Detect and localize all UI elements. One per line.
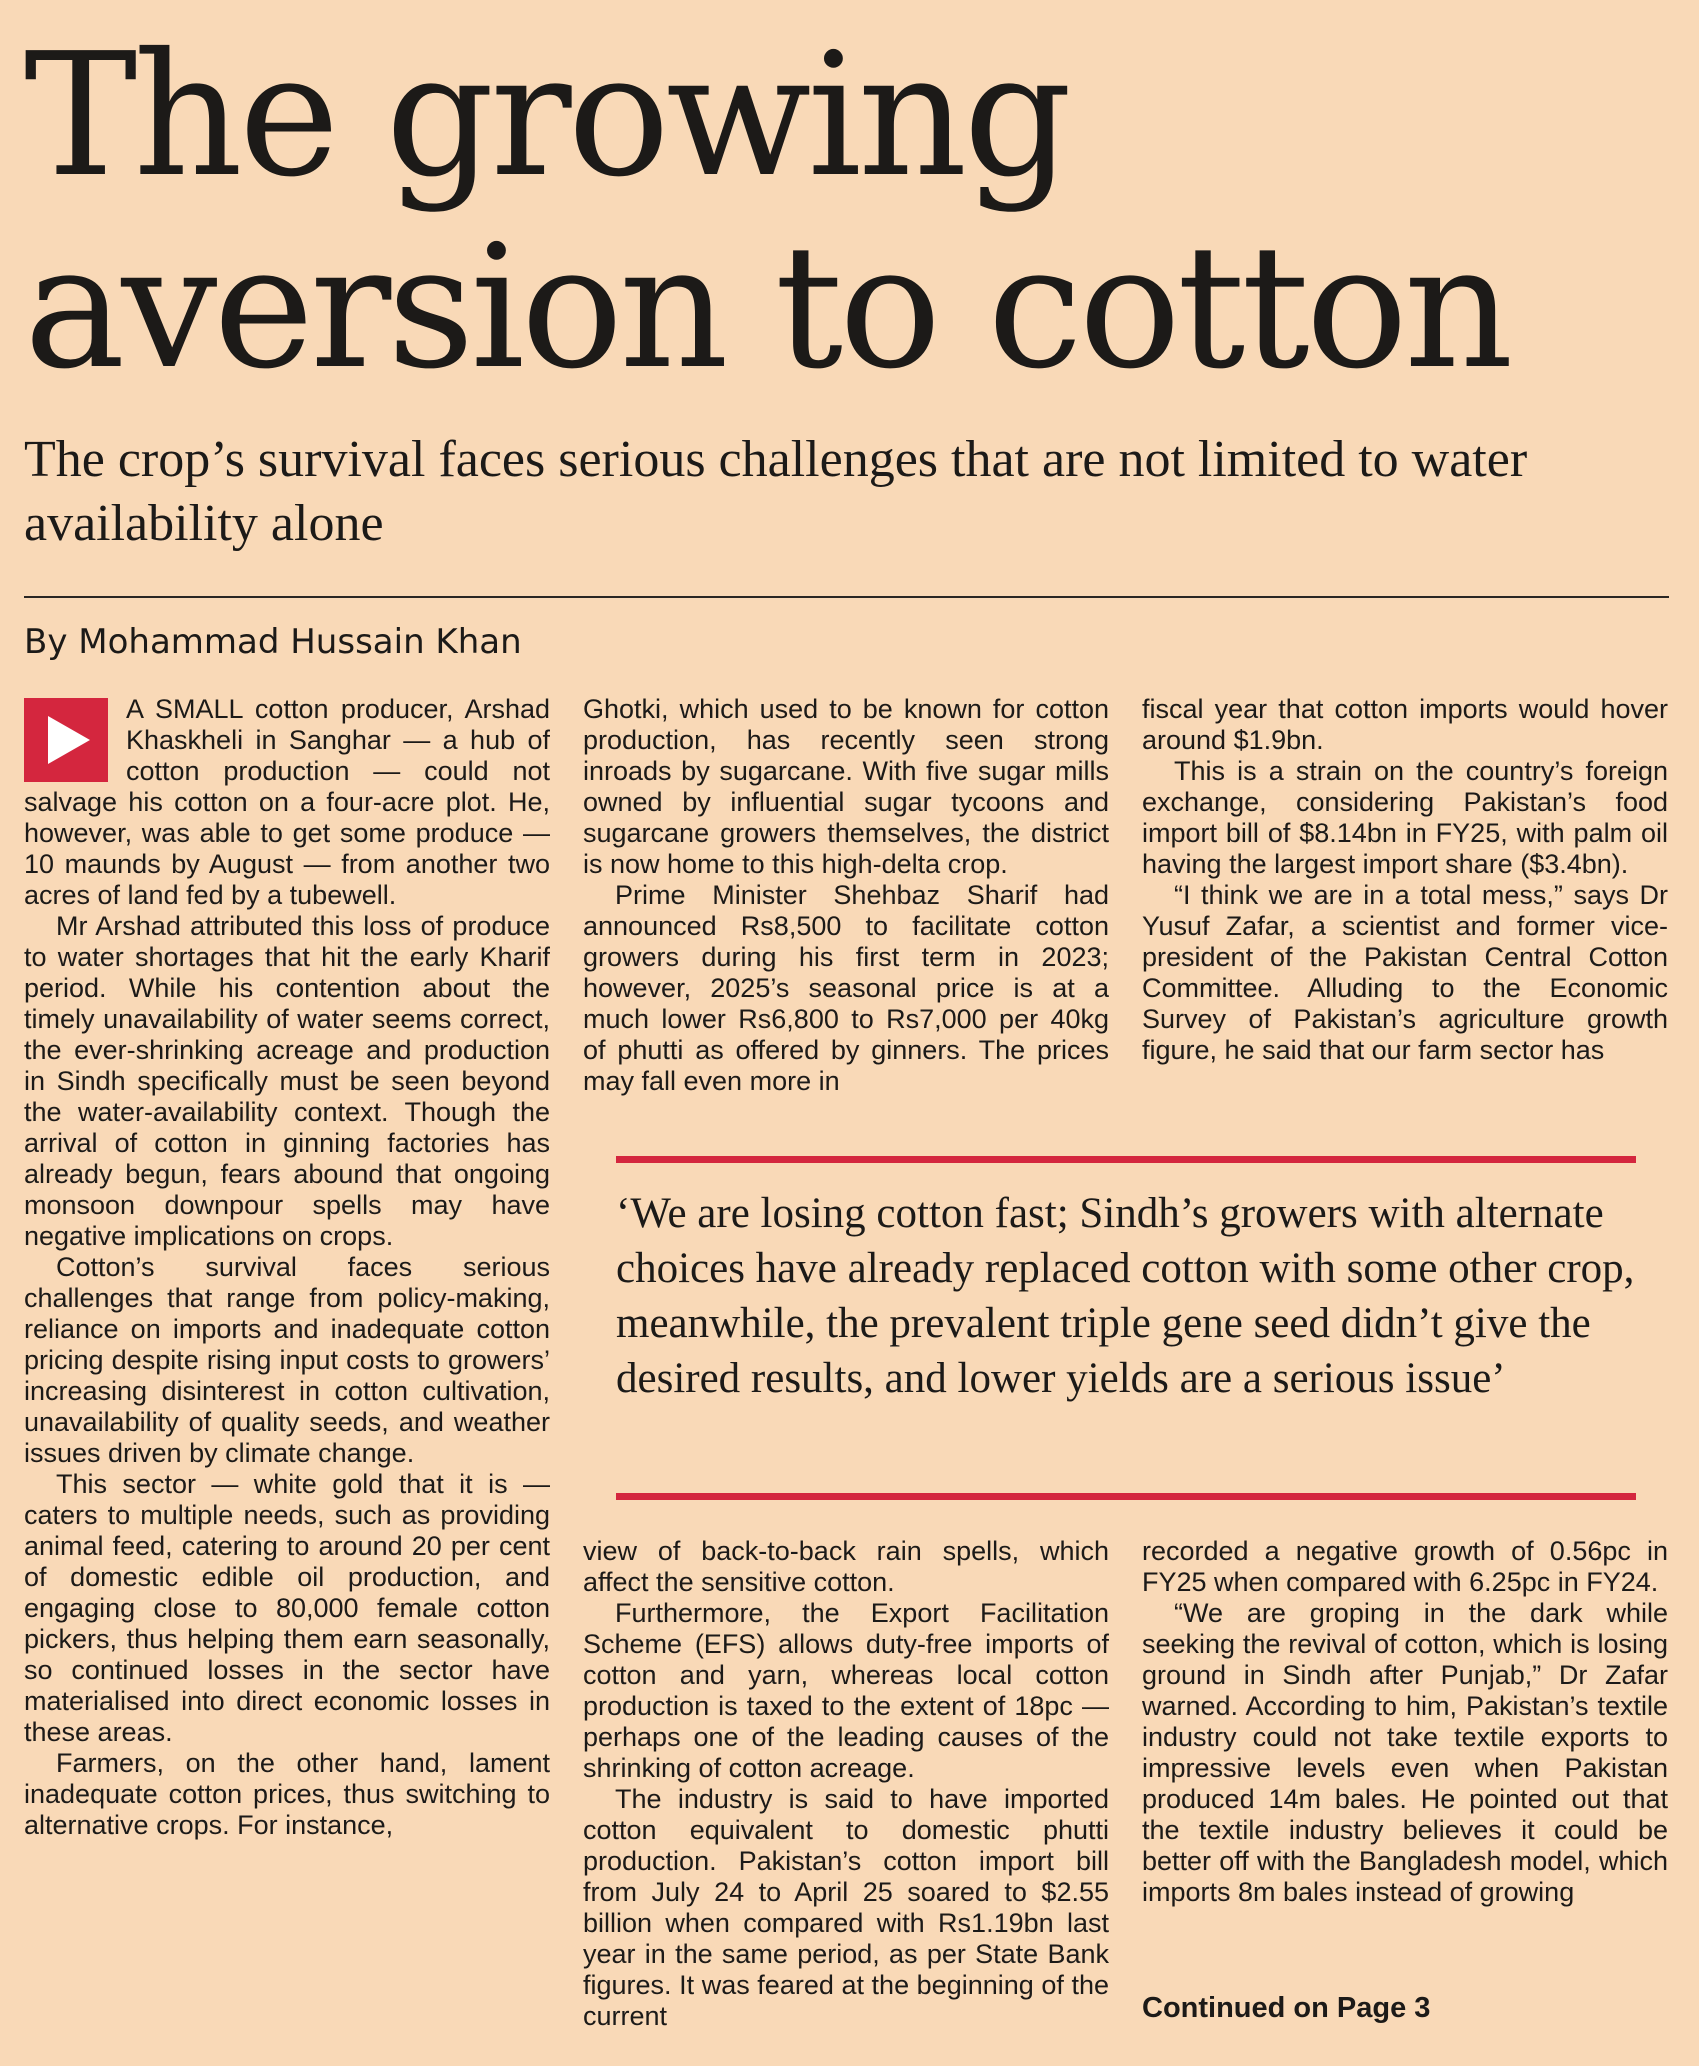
headline <box>24 17 1674 407</box>
article-paragraph: Mr Arshad attributed this loss of produce to water shortages that hit the early Kharif period. While his contention about the timely unavailability of water seems correct, the ever-shrinking acreage and production in Sindh specifically must be seen beyond the water-availability context. Though the arrival of cotton in ginning factories has already begun, fears abound that ongoing monsoon downpour spells may have negative implications on crops. <box>24 911 550 1251</box>
article-paragraph: The industry is said to have imported cotton equivalent to domestic phutti production. Pakistan’s cotton import bill from July 24 to April 25 soared to $2.55 billion when compared with Rs1.19bn last year in the same period, as per State Bank figures. It was feared at the beginning of the current <box>583 1784 1109 2031</box>
article-paragraph: “I think we are in a total mess,” says Dr Yusuf Zafar, a scientist and former vice-president of the Pakistan Central Cotton Committee. Alluding to the Economic Survey of Pakistan’s agriculture growth figure, he said that our farm sector has <box>1142 880 1668 1065</box>
byline: By Mohammad Hussain Khan <box>24 622 522 662</box>
continued-link[interactable]: Continued on Page 3 <box>1142 1992 1431 2024</box>
pullquote-rule-bottom <box>616 1493 1636 1500</box>
article-paragraph: A SMALL cotton producer, Arshad Khaskheli in Sanghar — a hub of cotton production — could not salvage his cotton on a four-acre plot. He, however, was able to get some produce — 10 maunds by August — from another two acres of land fed by a tubewell. <box>24 694 550 910</box>
article-paragraph: Ghotki, which used to be known for cotton production, has recently seen strong inroads by sugarcane. With five sugar mills owned by influential sugar tycoons and sugarcane growers themselves, the district is now home to this high-delta crop. <box>583 694 1109 879</box>
article-column-2-top <box>583 694 1109 1128</box>
article-paragraph: Farmers, on the other hand, lament inadequate cotton prices, thus switching to alternative crops. For instance, <box>24 1748 550 1840</box>
article-paragraph: recorded a negative growth of 0.56pc in FY25 when compared with 6.25pc in FY24. <box>1142 1536 1668 1597</box>
pullquote: ‘We are losing cotton fast; Sindh’s growers with alternate choices have already replaced cotton with some other crop, meanwhile, the prevalent triple gene seed didn’t give the desired results, and lower yields are a serious issue’ <box>616 1190 1635 1402</box>
article-column-2-bottom <box>583 1536 1109 2032</box>
headline-line-1: The growing <box>24 17 1069 215</box>
article-paragraph: Cotton’s survival faces serious challenges that range from policy-making, reliance on imports and inadequate cotton pricing despite rising input costs to growers’ increasing disinterest in cotton cultivation, unavailability of quality seeds, and weather issues driven by climate change. <box>24 1252 550 1468</box>
article-paragraph: fiscal year that cotton imports would hover around $1.9bn. <box>1142 694 1668 755</box>
article-column-3-bottom <box>1142 1536 1668 1966</box>
headline-line-2: aversion to cotton <box>24 209 1510 407</box>
article-paragraph: Prime Minister Shehbaz Sharif had announced Rs8,500 to facilitate cotton growers during his first term in 2023; however, 2025’s seasonal price is at a much lower Rs6,800 to Rs7,000 per 40kg of phutti as offered by ginners. The prices may fall even more in <box>583 880 1109 1096</box>
pullquote-rule-top <box>616 1156 1636 1163</box>
article-paragraph: Furthermore, the Export Facilitation Scheme (EFS) allows duty-free imports of cotton and yarn, whereas local cotton production is taxed to the extent of 18pc — perhaps one of the leading causes of the shrinking of cotton acreage. <box>583 1598 1109 1783</box>
article-paragraph: This is a strain on the country’s foreign exchange, considering Pakistan’s food import bill of $8.14bn in FY25, with palm oil having the largest import share ($3.4bn). <box>1142 756 1668 879</box>
article-paragraph: This sector — white gold that it is — caters to multiple needs, such as providing animal feed, catering to around 20 per cent of domestic edible oil production, and engaging close to 80,000 female cotton pickers, thus helping them earn seasonally, so continued losses in the sector have materialised into direct economic losses in these areas. <box>24 1469 550 1747</box>
article-column-3-top <box>1142 694 1668 1128</box>
article-column-1 <box>24 694 550 2062</box>
byline-divider <box>24 596 1669 598</box>
article-paragraph: view of back-to-back rain spells, which affect the sensitive cotton. <box>583 1536 1109 1597</box>
deck: The crop’s survival faces serious challenges that are not limited to water availability alone <box>24 431 1528 552</box>
play-icon <box>24 698 108 782</box>
article-paragraph: “We are groping in the dark while seeking the revival of cotton, which is losing ground in Sindh after Punjab,” Dr Zafar warned. According to him, Pakistan’s textile industry could not take textile exports to impressive levels even when Pakistan produced 14m bales. He pointed out that the textile industry believes it could be better off with the Bangladesh model, which imports 8m bales instead of growing <box>1142 1598 1668 1907</box>
